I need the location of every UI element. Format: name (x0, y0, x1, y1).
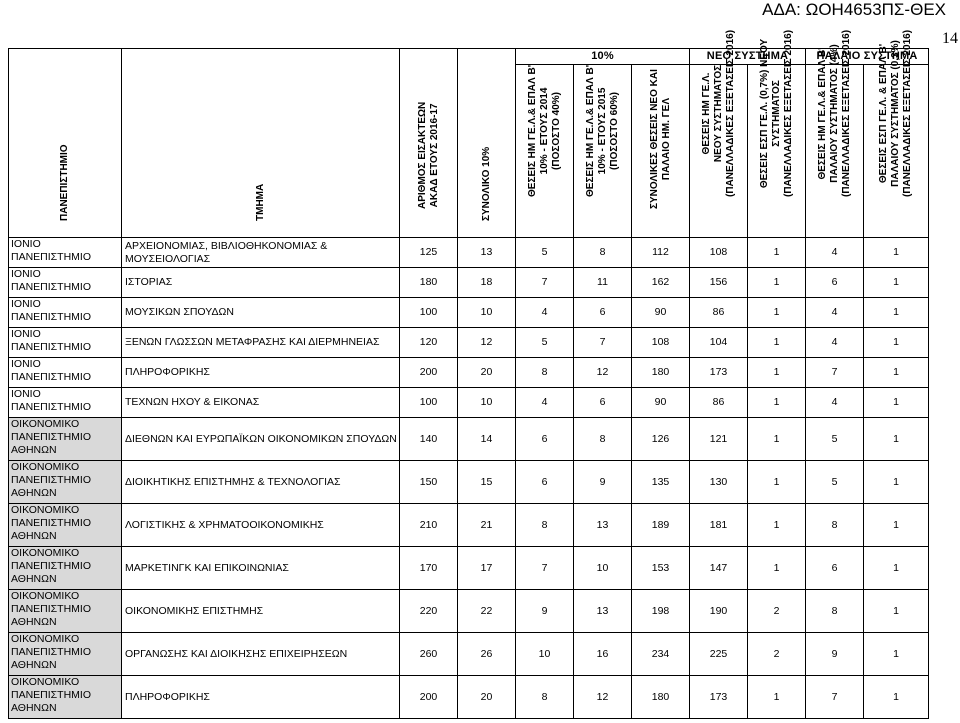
col-header-text (527, 65, 563, 197)
university-name-line: ΠΑΝΕΠΙΣΤΗΜΙΟ (11, 281, 91, 293)
department-cell: ΞΕΝΩΝ ΓΛΩΣΣΩΝ ΜΕΤΑΦΡΑΣΗΣ ΚΑΙ ΔΙΕΡΜΗΝΕΙΑΣ (122, 328, 400, 358)
university-name-line: ΠΑΝΕΠΙΣΤΗΜΙΟ (11, 689, 91, 701)
value-cell: 16 (574, 633, 632, 676)
admissions-table (8, 29, 929, 719)
value-cell: 7 (516, 268, 574, 298)
university-name-line: ΟΙΚΟΝΟΜΙΚΟ (11, 418, 80, 430)
col-header-text (701, 30, 737, 197)
value-cell: 135 (632, 461, 690, 504)
university-name-line: ΠΑΝΕΠΙΣΤΗΜΙΟ (11, 517, 91, 529)
col-header-text (817, 30, 853, 197)
value-cell: 9 (516, 590, 574, 633)
ada-code: ΑΔΑ: ΩΟΗ4653ΠΣ-ΘΕΧ (762, 0, 946, 19)
university-name-line: ΠΑΝΕΠΙΣΤΗΜΙΟ (11, 371, 91, 383)
col-header-line: 10% - ΕΤΟΥΣ 2015 (596, 87, 608, 175)
value-cell: 18 (458, 268, 516, 298)
col-header-new-esp (748, 29, 806, 238)
university-cell (9, 504, 122, 547)
value-cell: 26 (458, 633, 516, 676)
university-name-line: ΙΟΝΙΟ (11, 328, 41, 340)
university-name-line: ΠΑΝΕΠΙΣΤΗΜΙΟ (11, 251, 91, 263)
value-cell: 12 (574, 676, 632, 719)
value-cell: 22 (458, 590, 516, 633)
university-name-line: ΑΘΗΝΩΝ (11, 444, 57, 456)
department-cell: ΠΛΗΡΟΦΟΡΙΚΗΣ (122, 676, 400, 719)
department-cell: ΔΙΕΘΝΩΝ ΚΑΙ ΕΥΡΩΠΑΪΚΩΝ ΟΙΚΟΝΟΜΙΚΩΝ ΣΠΟΥΔΩΝ (122, 418, 400, 461)
value-cell: 200 (400, 676, 458, 719)
value-cell: 180 (632, 676, 690, 719)
span-header-old-system: ΠΑΛΑΙΟ ΣΥΣΤΗΜΑ (806, 49, 929, 65)
university-cell (9, 328, 122, 358)
university-name-line: ΠΑΝΕΠΙΣΤΗΜΙΟ (11, 401, 91, 413)
value-cell: 1 (864, 238, 929, 268)
value-cell: 125 (400, 238, 458, 268)
col-header-old-gel-epal (806, 29, 864, 238)
university-cell (9, 418, 122, 461)
value-cell: 150 (400, 461, 458, 504)
col-header-total-new-old (632, 65, 690, 238)
value-cell: 4 (516, 298, 574, 328)
value-cell: 11 (574, 268, 632, 298)
university-name-line: ΑΘΗΝΩΝ (11, 616, 57, 628)
university-name-line: ΠΑΝΕΠΙΣΤΗΜΙΟ (11, 603, 91, 615)
value-cell: 1 (748, 328, 806, 358)
value-cell: 10 (574, 547, 632, 590)
value-cell: 173 (690, 358, 748, 388)
value-cell: 21 (458, 504, 516, 547)
department-cell: ΙΣΤΟΡΙΑΣ (122, 268, 400, 298)
value-cell: 1 (864, 504, 929, 547)
department-cell: ΟΙΚΟΝΟΜΙΚΗΣ ΕΠΙΣΤΗΜΗΣ (122, 590, 400, 633)
col-header-line: (ΠΑΝΕΛΛΑΔΙΚΕΣ ΕΞΕΤΑΣΕΙΣ 2016) (724, 29, 736, 197)
value-cell: 140 (400, 418, 458, 461)
university-name-line: ΙΟΝΙΟ (11, 388, 41, 400)
value-cell: 86 (690, 388, 748, 418)
col-header-line: ΣΥΝΟΛΙΚΕΣ ΘΕΣΕΙΣ ΝΕΟ ΚΑΙ (648, 69, 660, 209)
value-cell: 181 (690, 504, 748, 547)
value-cell: 6 (806, 268, 864, 298)
university-name-line: ΠΑΝΕΠΙΣΤΗΜΙΟ (11, 341, 91, 353)
value-cell: 121 (690, 418, 748, 461)
value-cell: 20 (458, 358, 516, 388)
value-cell: 162 (632, 268, 690, 298)
value-cell: 1 (748, 547, 806, 590)
university-cell (9, 298, 122, 328)
value-cell: 8 (516, 358, 574, 388)
university-name-line: ΠΑΝΕΠΙΣΤΗΜΙΟ (11, 311, 91, 323)
col-header-line: (ΠΑΝΕΛΛΑΔΙΚΕΣ ΕΞΕΤΑΣΕΙΣ 2016) (840, 29, 852, 197)
col-header-line: ΠΑΝΕΠΙΣΤΗΜΙΟ (59, 144, 70, 221)
university-cell (9, 461, 122, 504)
value-cell: 100 (400, 298, 458, 328)
university-name-line: ΠΑΝΕΠΙΣΤΗΜΙΟ (11, 474, 91, 486)
value-cell: 12 (458, 328, 516, 358)
value-cell: 156 (690, 268, 748, 298)
value-cell: 90 (632, 388, 690, 418)
value-cell: 1 (748, 461, 806, 504)
university-name-line: ΑΘΗΝΩΝ (11, 487, 57, 499)
table-row (9, 676, 929, 719)
value-cell: 1 (864, 547, 929, 590)
col-header-line: ΘΕΣΕΙΣ ΗΜ ΓΕ.Λ.& ΕΠΑΛ Β' (526, 64, 538, 197)
value-cell: 8 (516, 504, 574, 547)
value-cell: 8 (806, 504, 864, 547)
value-cell: 7 (574, 328, 632, 358)
value-cell: 220 (400, 590, 458, 633)
value-cell: 1 (864, 388, 929, 418)
col-header-line: ΠΑΛΑΙΟΥ ΣΥΣΤΗΜΑΤΟΣ (0,3%) (890, 40, 901, 187)
value-cell: 9 (574, 461, 632, 504)
col-header-line: 10% - ΕΤΟΥΣ 2014 (538, 87, 550, 175)
university-name-line: ΙΟΝΙΟ (11, 268, 41, 280)
value-cell: 1 (748, 238, 806, 268)
col-header-line: ΑΡΙΘΜΟΣ ΕΙΣΑΚΤΕΩΝ (416, 101, 428, 209)
col-header-line: ΘΕΣΕΙΣ ΗΜ ΓΕ.Λ. (700, 72, 712, 155)
table-row (9, 590, 929, 633)
table-row (9, 328, 929, 358)
value-cell: 1 (748, 676, 806, 719)
col-header-line: ΣΥΝΟΛΙΚΟ 10% (480, 146, 492, 221)
university-cell (9, 268, 122, 298)
col-header-text (649, 69, 673, 209)
table-row (9, 504, 929, 547)
department-cell: ΜΑΡΚΕΤΙΝΓΚ ΚΑΙ ΕΠΙΚΟΙΝΩΝΙΑΣ (122, 547, 400, 590)
department-cell: ΛΟΓΙΣΤΙΚΗΣ & ΧΡΗΜΑΤΟΟΙΚΟΝΟΜΙΚΗΣ (122, 504, 400, 547)
value-cell: 8 (574, 418, 632, 461)
value-cell: 1 (748, 418, 806, 461)
university-name-line: ΠΑΝΕΠΙΣΤΗΜΙΟ (11, 560, 91, 572)
value-cell: 147 (690, 547, 748, 590)
value-cell: 6 (574, 388, 632, 418)
value-cell: 210 (400, 504, 458, 547)
value-cell: 180 (632, 358, 690, 388)
value-cell: 1 (864, 418, 929, 461)
university-name-line: ΠΑΝΕΠΙΣΤΗΜΙΟ (11, 431, 91, 443)
value-cell: 1 (864, 268, 929, 298)
value-cell: 8 (516, 676, 574, 719)
value-cell: 4 (806, 298, 864, 328)
col-header-line: (ΠΟΣΟΣΤΟ 40%) (550, 91, 562, 170)
university-name-line: ΙΟΝΙΟ (11, 238, 41, 250)
value-cell: 1 (748, 504, 806, 547)
col-header-university (9, 49, 122, 238)
value-cell: 225 (690, 633, 748, 676)
value-cell: 173 (690, 676, 748, 719)
col-header-line: ΤΜΗΜΑ (254, 183, 266, 221)
col-header-line: (ΠΑΝΕΛΛΑΔΙΚΕΣ ΕΞΕΤΑΣΕΙΣ 2016) (902, 29, 913, 197)
col-header-admissions (400, 49, 458, 238)
table-row (9, 298, 929, 328)
value-cell: 1 (864, 298, 929, 328)
value-cell: 108 (690, 238, 748, 268)
value-cell: 20 (458, 676, 516, 719)
col-header-text (417, 102, 441, 209)
value-cell: 13 (574, 504, 632, 547)
university-cell (9, 633, 122, 676)
value-cell: 7 (516, 547, 574, 590)
value-cell: 200 (400, 358, 458, 388)
university-name-line: ΟΙΚΟΝΟΜΙΚΟ (11, 547, 80, 559)
value-cell: 198 (632, 590, 690, 633)
span-header-10pct: 10% (516, 49, 690, 65)
col-header-2015 (574, 65, 632, 238)
value-cell: 9 (806, 633, 864, 676)
value-cell: 14 (458, 418, 516, 461)
col-header-text (481, 147, 493, 221)
value-cell: 5 (516, 238, 574, 268)
university-cell (9, 388, 122, 418)
table-row (9, 633, 929, 676)
department-cell: ΠΛΗΡΟΦΟΡΙΚΗΣ (122, 358, 400, 388)
value-cell: 112 (632, 238, 690, 268)
table-row (9, 418, 929, 461)
col-header-line: (ΠΑΝΕΛΛΑΔΙΚΕΣ ΕΞΕΤΑΣΕΙΣ 2016) (782, 29, 794, 197)
value-cell: 234 (632, 633, 690, 676)
value-cell: 1 (748, 358, 806, 388)
col-header-line: ΘΕΣΕΙΣ ΗΜ ΓΕ.Λ.& ΕΠΑΛ Β' (584, 64, 596, 197)
value-cell: 1 (748, 268, 806, 298)
table-row (9, 547, 929, 590)
value-cell: 153 (632, 547, 690, 590)
col-header-department (122, 49, 400, 238)
value-cell: 5 (516, 328, 574, 358)
col-header-line: ΠΑΛΑΙΟΥ ΣΥΣΤΗΜΑΤΟΣ (4%) (828, 44, 840, 183)
university-name-line: ΟΙΚΟΝΟΜΙΚΟ (11, 633, 80, 645)
value-cell: 90 (632, 298, 690, 328)
university-name-line: ΠΑΝΕΠΙΣΤΗΜΙΟ (11, 646, 91, 658)
university-name-line: ΑΘΗΝΩΝ (11, 573, 57, 585)
value-cell: 130 (690, 461, 748, 504)
value-cell: 8 (574, 238, 632, 268)
value-cell: 12 (574, 358, 632, 388)
table-row (9, 388, 929, 418)
value-cell: 4 (806, 388, 864, 418)
university-name-line: ΑΘΗΝΩΝ (11, 659, 57, 671)
page-number: 14 (942, 30, 958, 47)
value-cell: 7 (806, 676, 864, 719)
value-cell: 170 (400, 547, 458, 590)
value-cell: 189 (632, 504, 690, 547)
university-cell (9, 590, 122, 633)
value-cell: 1 (864, 633, 929, 676)
col-header-line: (ΠΟΣΟΣΤΟ 60%) (608, 91, 620, 170)
value-cell: 1 (864, 461, 929, 504)
value-cell: 2 (748, 590, 806, 633)
col-header-line: ΣΥΣΤΗΜΑΤΟΣ (770, 80, 782, 147)
university-name-line: ΟΙΚΟΝΟΜΙΚΟ (11, 676, 80, 688)
table-row (9, 238, 929, 268)
university-cell (9, 358, 122, 388)
col-header-line: ΘΕΣΕΙΣ ΕΣΠ ΓΕ.Λ. & ΕΠΑΛ Β' (878, 43, 889, 184)
table-row (9, 461, 929, 504)
value-cell: 17 (458, 547, 516, 590)
value-cell: 6 (516, 461, 574, 504)
university-name-line: ΑΘΗΝΩΝ (11, 530, 57, 542)
university-name-line: ΟΙΚΟΝΟΜΙΚΟ (11, 590, 80, 602)
department-cell: ΜΟΥΣΙΚΩΝ ΣΠΟΥΔΩΝ (122, 298, 400, 328)
value-cell: 4 (516, 388, 574, 418)
value-cell: 86 (690, 298, 748, 328)
department-cell: ΤΕΧΝΩΝ ΗΧΟΥ & ΕΙΚΟΝΑΣ (122, 388, 400, 418)
department-cell: ΑΡΧΕΙΟΝΟΜΙΑΣ, ΒΙΒΛΙΟΘΗΚΟΝΟΜΙΑΣ & ΜΟΥΣΕΙΟΛΟΓΙΑΣ (122, 238, 400, 268)
value-cell: 100 (400, 388, 458, 418)
col-header-line: ΘΕΣΕΙΣ ΗΜ ΓΕ.Λ.& ΕΠΑΛ Β' (816, 47, 828, 180)
department-cell: ΔΙΟΙΚΗΤΙΚΗΣ ΕΠΙΣΤΗΜΗΣ & ΤΕΧΝΟΛΟΓΙΑΣ (122, 461, 400, 504)
value-cell: 10 (458, 388, 516, 418)
value-cell: 260 (400, 633, 458, 676)
col-header-text (585, 65, 621, 197)
value-cell: 8 (806, 590, 864, 633)
university-name-line: ΙΟΝΙΟ (11, 298, 41, 310)
value-cell: 180 (400, 268, 458, 298)
university-name-line: ΑΘΗΝΩΝ (11, 702, 57, 714)
value-cell: 126 (632, 418, 690, 461)
value-cell: 4 (806, 238, 864, 268)
value-cell: 1 (748, 388, 806, 418)
col-header-total-10pct (458, 49, 516, 238)
table-row (9, 268, 929, 298)
value-cell: 108 (632, 328, 690, 358)
university-cell (9, 676, 122, 719)
col-header-2014 (516, 65, 574, 238)
value-cell: 104 (690, 328, 748, 358)
table-body (9, 238, 929, 719)
value-cell: 10 (458, 298, 516, 328)
department-cell: ΟΡΓΑΝΩΣΗΣ ΚΑΙ ΔΙΟΙΚΗΣΗΣ ΕΠΙΧΕΙΡΗΣΕΩΝ (122, 633, 400, 676)
university-cell (9, 547, 122, 590)
university-cell (9, 238, 122, 268)
col-header-line: ΝΕΟΥ ΣΥΣΤΗΜΑΤΟΣ (712, 64, 724, 163)
col-header-line: ΘΕΣΕΙΣ ΕΣΠ ΓΕ.Λ. (0,7%) ΝΕΟΥ (758, 38, 770, 189)
university-name-line: ΟΙΚΟΝΟΜΙΚΟ (11, 504, 80, 516)
value-cell: 1 (748, 298, 806, 328)
value-cell: 1 (864, 328, 929, 358)
university-name-line: ΟΙΚΟΝΟΜΙΚΟ (11, 461, 80, 473)
value-cell: 13 (458, 238, 516, 268)
col-header-text (759, 30, 795, 197)
university-name-line: ΙΟΝΙΟ (11, 358, 41, 370)
value-cell: 10 (516, 633, 574, 676)
col-header-text (878, 30, 914, 197)
value-cell: 2 (748, 633, 806, 676)
value-cell: 7 (806, 358, 864, 388)
col-header-line: ΠΑΛΑΙΟ ΗΜ. ΓΕΛ (660, 98, 672, 181)
value-cell: 5 (806, 461, 864, 504)
value-cell: 120 (400, 328, 458, 358)
table-row (9, 358, 929, 388)
value-cell: 5 (806, 418, 864, 461)
col-header-text (255, 184, 267, 221)
col-header-line: ΑΚΑΔ ΕΤΟΥΣ 2016-17 (428, 103, 440, 208)
value-cell: 6 (516, 418, 574, 461)
value-cell: 1 (864, 590, 929, 633)
value-cell: 6 (574, 298, 632, 328)
span-header-new-system: ΝΕΟ ΣΥΣΤΗΜΑ (690, 49, 806, 65)
value-cell: 190 (690, 590, 748, 633)
value-cell: 4 (806, 328, 864, 358)
value-cell: 15 (458, 461, 516, 504)
value-cell: 6 (806, 547, 864, 590)
value-cell: 13 (574, 590, 632, 633)
value-cell: 1 (864, 358, 929, 388)
value-cell: 1 (864, 676, 929, 719)
col-header-text (59, 144, 71, 221)
